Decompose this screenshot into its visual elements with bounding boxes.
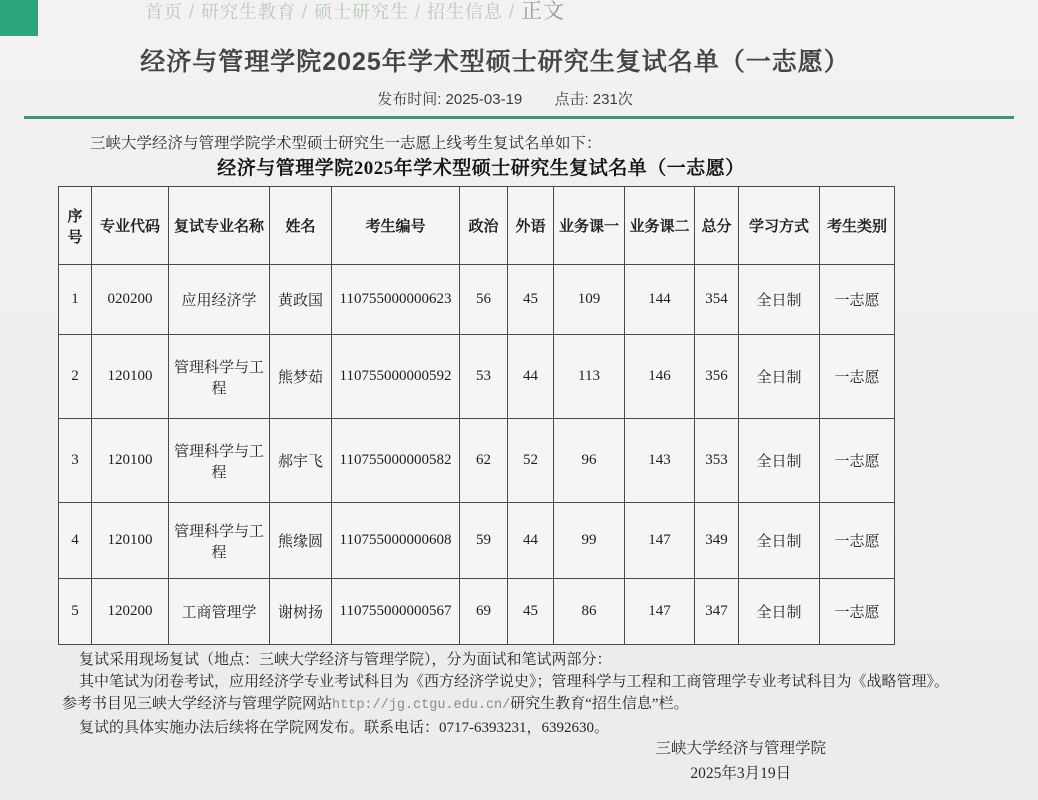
table-cell: 3 (59, 419, 92, 503)
table-header-row-group (59, 187, 895, 265)
table-cell: 5 (59, 579, 92, 645)
table-cell: 全日制 (739, 335, 820, 419)
column-header: 业务课二 (625, 187, 695, 265)
table-cell: 353 (695, 419, 739, 503)
table-cell: 熊缘圆 (270, 503, 332, 579)
table-cell: 2 (59, 335, 92, 419)
table-cell: 86 (554, 579, 625, 645)
table-cell: 143 (625, 419, 695, 503)
table-cell: 120100 (92, 335, 169, 419)
signature-block (655, 736, 826, 786)
table-cell: 147 (625, 503, 695, 579)
breadcrumb-item-3[interactable]: 硕士研究生 (314, 2, 410, 22)
table-cell: 62 (460, 419, 508, 503)
table-cell: 69 (460, 579, 508, 645)
table-cell: 354 (695, 265, 739, 335)
table-cell: 109 (554, 265, 625, 335)
breadcrumb-separator: / (509, 2, 516, 22)
table-cell: 110755000000608 (332, 503, 460, 579)
table-cell: 356 (695, 335, 739, 419)
table-row (59, 265, 895, 335)
table-cell: 全日制 (739, 503, 820, 579)
table-cell: 1 (59, 265, 92, 335)
publish-time: 发布时间: 2025-03-19 (377, 91, 523, 108)
table-cell: 020200 (92, 265, 169, 335)
table-cell: 44 (508, 335, 554, 419)
table-cell: 4 (59, 503, 92, 579)
hit-count: 点击: 231次 (554, 91, 633, 108)
column-header: 学习方式 (739, 187, 820, 265)
table-cell: 120200 (92, 579, 169, 645)
table-cell: 黄政国 (270, 265, 332, 335)
table-cell: 110755000000623 (332, 265, 460, 335)
table-cell: 全日制 (739, 265, 820, 335)
table-row (59, 335, 895, 419)
column-header: 考生编号 (332, 187, 460, 265)
table-cell: 113 (554, 335, 625, 419)
table-row (59, 419, 895, 503)
table-cell: 53 (460, 335, 508, 419)
breadcrumb-item-1[interactable]: 首页 (145, 2, 183, 22)
table-cell: 管理科学与工程 (169, 503, 270, 579)
table-cell: 45 (508, 265, 554, 335)
table-cell: 59 (460, 503, 508, 579)
column-header: 序号 (59, 187, 92, 265)
table-cell: 110755000000567 (332, 579, 460, 645)
table-title: 经济与管理学院2025年学术型硕士研究生复试名单（一志愿） (217, 158, 745, 179)
table-cell: 全日制 (739, 579, 820, 645)
table-cell: 一志愿 (820, 419, 895, 503)
breadcrumb-separator: / (189, 2, 196, 22)
table-cell: 一志愿 (820, 503, 895, 579)
column-header: 姓名 (270, 187, 332, 265)
table-cell: 一志愿 (820, 265, 895, 335)
table-cell: 110755000000592 (332, 335, 460, 419)
note-paragraph-2: 其中笔试为闭卷考试，应用经济学专业考试科目为《西方经济学说史》；管理科学与工程和工商管理学专业考试科目为《战略管理》。参考书目见三峡大学经济与管理学院网站http://jg.ctgu.edu.cn/研究生教育“招生信息”栏。 (62, 674, 950, 713)
title-divider (24, 116, 1014, 119)
signature-date: 2025年3月19日 (690, 765, 792, 782)
column-header: 外语 (508, 187, 554, 265)
table-cell: 120100 (92, 503, 169, 579)
table-cell: 146 (625, 335, 695, 419)
table-cell: 工商管理学 (169, 579, 270, 645)
note-paragraph-3: 复试的具体实施办法后续将在学院网发布。联系电话：0717-6393231，6392630。 (79, 720, 609, 736)
breadcrumb-item-2[interactable]: 研究生教育 (201, 2, 297, 22)
table-cell: 一志愿 (820, 335, 895, 419)
table-cell: 144 (625, 265, 695, 335)
table-cell: 56 (460, 265, 508, 335)
note-paragraph-1: 复试采用现场复试（地点：三峡大学经济与管理学院），分为面试和笔试两部分： (79, 652, 612, 668)
table-cell: 谢树扬 (270, 579, 332, 645)
column-header: 总分 (695, 187, 739, 265)
breadcrumb-item-4[interactable]: 招生信息 (427, 2, 504, 22)
table-cell: 110755000000582 (332, 419, 460, 503)
table-cell: 99 (554, 503, 625, 579)
table-cell: 管理科学与工程 (169, 419, 270, 503)
column-header: 考生类别 (820, 187, 895, 265)
table-cell: 45 (508, 579, 554, 645)
table-body (59, 265, 895, 645)
signature-org: 三峡大学经济与管理学院 (655, 740, 826, 757)
table-cell: 一志愿 (820, 579, 895, 645)
column-header: 政治 (460, 187, 508, 265)
column-header: 专业代码 (92, 187, 169, 265)
notes-section (62, 649, 960, 739)
breadcrumb-separator: / (302, 2, 309, 22)
breadcrumb (145, 0, 565, 25)
table-row (59, 579, 895, 645)
page-title: 经济与管理学院2025年学术型硕士研究生复试名单（一志愿） (140, 48, 850, 76)
table-cell: 管理科学与工程 (169, 335, 270, 419)
table-cell: 147 (625, 579, 695, 645)
table-cell: 120100 (92, 419, 169, 503)
table-cell: 52 (508, 419, 554, 503)
breadcrumb-item-5: 正文 (521, 0, 566, 23)
column-header: 复试专业名称 (169, 187, 270, 265)
table-cell: 熊梦茹 (270, 335, 332, 419)
college-website-link[interactable]: http://jg.ctgu.edu.cn/ (332, 698, 511, 713)
table-row (59, 503, 895, 579)
table-cell: 347 (695, 579, 739, 645)
site-corner-logo-block (0, 0, 38, 36)
table-cell: 96 (554, 419, 625, 503)
breadcrumb-separator: / (415, 2, 422, 22)
candidate-roster-table (58, 186, 895, 645)
table-cell: 全日制 (739, 419, 820, 503)
publish-meta (0, 88, 1010, 109)
intro-text: 三峡大学经济与管理学院学术型硕士研究生一志愿上线考生复试名单如下： (90, 135, 602, 152)
table-cell: 应用经济学 (169, 265, 270, 335)
table-header-row (59, 187, 895, 265)
table-cell: 44 (508, 503, 554, 579)
table-cell: 郝宇飞 (270, 419, 332, 503)
table-cell: 349 (695, 503, 739, 579)
column-header: 业务课一 (554, 187, 625, 265)
